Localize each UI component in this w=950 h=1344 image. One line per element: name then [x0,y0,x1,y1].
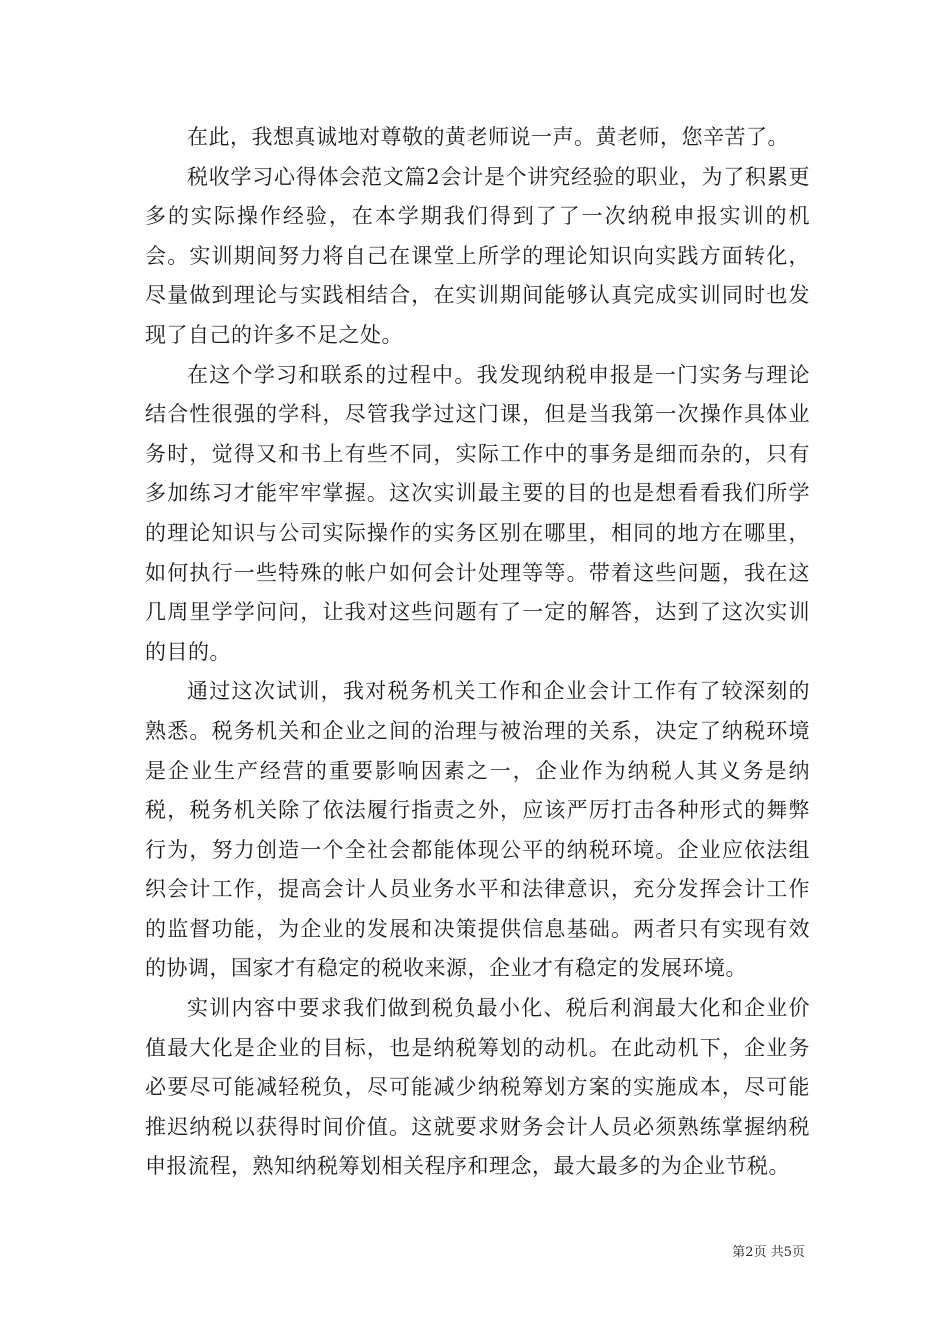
page-number-footer [732,1245,805,1261]
page-total: 5 [783,1245,792,1260]
paragraph-1: 在此，我想真诚地对尊敬的黄老师说一声。黄老师，您辛苦了。 [187,125,789,149]
document-body [145,118,810,1187]
paragraph-3: 在这个学习和联系的过程中。我发现纳税申报是一门实务与理论结合性很强的学科，尽管我学过这门课，但是当我第一次操作具体业务时，觉得又和书上有些不同，实际工作中的事务是细而杂的，只有多加练习才能牢牢掌握。这次实训最主要的目的也是想看看我们所学的理论知识与公司实际操作的实务区别在哪里，相同的地方在哪里，如何执行一些特殊的帐户如何会计处理等等。带着这些问题，我在这几周里学学问问，让我对这些问题有了一定的解答，达到了这次实训的目的。 [145,362,810,664]
page-middle: 页 共 [753,1245,784,1260]
paragraph-4: 通过这次试训，我对税务机关工作和企业会计工作有了较深刻的熟悉。税务机关和企业之间的治理与被治理的关系，决定了纳税环境是企业生产经营的重要影响因素之一，企业作为纳税人其义务是纳税，税务机关除了依法履行指责之外，应该严厉打击各种形式的舞弊行为，努力创造一个全社会都能体现公平的纳税环境。企业应依法组织会计工作，提高会计人员业务水平和法律意识，充分发挥会计工作的监督功能，为企业的发展和决策提供信息基础。两者只有实现有效的协调，国家才有稳定的税收来源，企业才有稳定的发展环境。 [145,679,810,981]
page-prefix: 第 [732,1245,746,1260]
page-current: 2 [745,1245,754,1260]
paragraph-5: 实训内容中要求我们做到税负最小化、税后利润最大化和企业价值最大化是企业的目标，也是纳税筹划的动机。在此动机下，企业务必要尽可能减轻税负，尽可能减少纳税筹划方案的实施成本，尽可能推迟纳税以获得时间价值。这就要求财务会计人员必须熟练掌握纳税申报流程，熟知纳税筹划相关程序和理念，最大最多的为企业节税。 [145,996,810,1179]
paragraph-2: 税收学习心得体会范文篇2会计是个讲究经验的职业，为了积累更多的实际操作经验，在本学期我们得到了了一次纳税申报实训的机会。实训期间努力将自己在课堂上所学的理论知识向实践方面转化，尽量做到理论与实践相结合，在实训期间能够认真完成实训同时也发现了自己的许多不足之处。 [145,164,810,347]
page-suffix: 页 [791,1245,805,1260]
